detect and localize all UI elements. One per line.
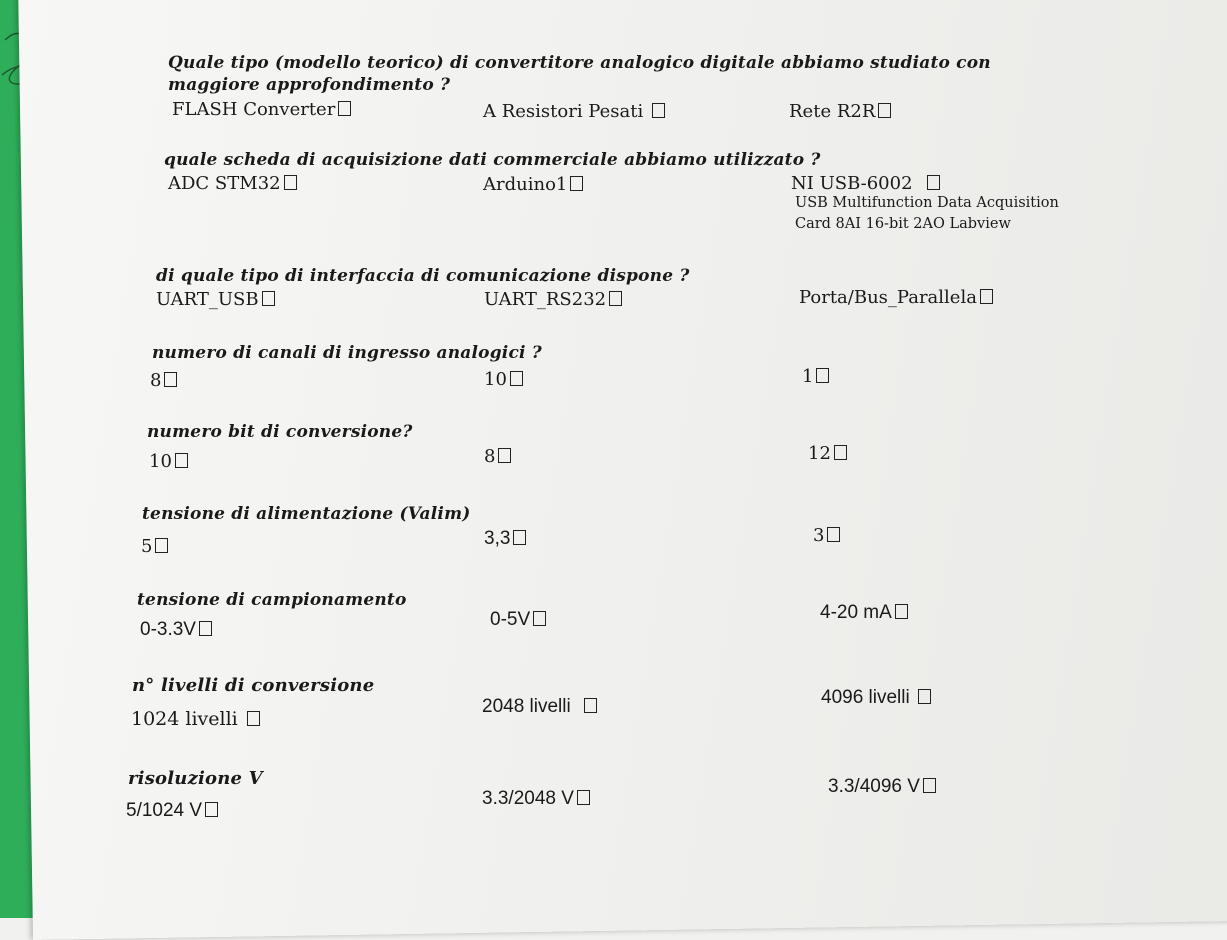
option-3a[interactable]: UART_USB	[156, 289, 275, 310]
checkbox[interactable]	[816, 368, 829, 383]
checkbox[interactable]	[834, 445, 847, 460]
option-4a[interactable]: 8	[150, 370, 177, 391]
option-8c[interactable]: 4096 livelli	[821, 687, 931, 709]
checkbox[interactable]	[498, 448, 511, 463]
checkbox[interactable]	[284, 175, 297, 190]
checkbox[interactable]	[923, 778, 936, 793]
option-4b[interactable]: 10	[484, 369, 523, 390]
checkbox[interactable]	[918, 689, 931, 704]
question-1: Quale tipo (modello teorico) di convertitore analogico digitale abbiamo studiato con maggiore approfondimento ?	[168, 53, 991, 95]
checkbox[interactable]	[510, 371, 523, 386]
option-6a[interactable]: 5	[141, 536, 168, 557]
checkbox[interactable]	[878, 103, 891, 118]
checkbox[interactable]	[609, 291, 622, 306]
option-1b[interactable]: A Resistori Pesati	[483, 101, 665, 122]
option-5b[interactable]: 8	[484, 446, 511, 467]
question-3: di quale tipo di interfaccia di comunicazione dispone ?	[156, 266, 690, 286]
checkbox[interactable]	[262, 291, 275, 306]
option-7a[interactable]: 0-3.3V	[140, 619, 212, 641]
question-2: quale scheda di acquisizione dati commerciale abbiamo utilizzato ?	[164, 150, 821, 170]
question-4: numero di canali di ingresso analogici ?	[152, 343, 542, 363]
option-3b[interactable]: UART_RS232	[484, 289, 622, 310]
question-9: risoluzione V	[128, 768, 263, 789]
option-9b[interactable]: 3.3/2048 V	[482, 788, 590, 810]
option-1a[interactable]: FLASH Converter	[172, 99, 351, 120]
option-9a[interactable]: 5/1024 V	[126, 800, 218, 822]
checkbox[interactable]	[652, 103, 665, 118]
checkbox[interactable]	[164, 372, 177, 387]
option-8a[interactable]: 1024 livelli	[131, 708, 260, 730]
question-6: tensione di alimentazione (Valim)	[142, 504, 471, 524]
option-6c[interactable]: 3	[813, 525, 840, 546]
checkbox[interactable]	[205, 802, 218, 817]
checkbox[interactable]	[584, 698, 597, 713]
checkbox[interactable]	[577, 790, 590, 805]
checkbox[interactable]	[199, 621, 212, 636]
checkbox[interactable]	[513, 530, 526, 545]
option-2a[interactable]: ADC STM32	[168, 173, 297, 194]
daq-note-line-2: Card 8AI 16-bit 2AO Labview	[795, 216, 1011, 232]
question-7: tensione di campionamento	[137, 590, 407, 610]
checkbox[interactable]	[533, 611, 546, 626]
option-2c[interactable]: NI USB-6002	[791, 173, 940, 194]
option-7c[interactable]: 4-20 mA	[820, 602, 908, 624]
checkbox[interactable]	[175, 453, 188, 468]
daq-note-line-1: USB Multifunction Data Acquisition	[795, 195, 1059, 211]
checkbox[interactable]	[927, 175, 940, 190]
option-9c[interactable]: 3.3/4096 V	[828, 776, 936, 798]
option-8b[interactable]: 2048 livelli	[482, 696, 597, 718]
checkbox[interactable]	[155, 538, 168, 553]
checkbox[interactable]	[247, 711, 260, 726]
option-7b[interactable]: 0-5V	[490, 609, 546, 631]
question-8: n° livelli di conversione	[132, 675, 375, 696]
checkbox[interactable]	[827, 527, 840, 542]
option-3c[interactable]: Porta/Bus_Parallela	[799, 287, 993, 308]
option-6b[interactable]: 3,3	[484, 528, 526, 550]
option-2b[interactable]: Arduino1	[483, 174, 583, 195]
checkbox[interactable]	[980, 289, 993, 304]
question-5: numero bit di conversione?	[147, 422, 413, 442]
checkbox[interactable]	[895, 604, 908, 619]
option-5a[interactable]: 10	[149, 451, 188, 472]
option-4c[interactable]: 1	[802, 366, 829, 387]
checkbox[interactable]	[338, 101, 351, 116]
checkbox[interactable]	[570, 176, 583, 191]
option-1c[interactable]: Rete R2R	[789, 101, 891, 122]
option-5c[interactable]: 12	[808, 443, 847, 464]
